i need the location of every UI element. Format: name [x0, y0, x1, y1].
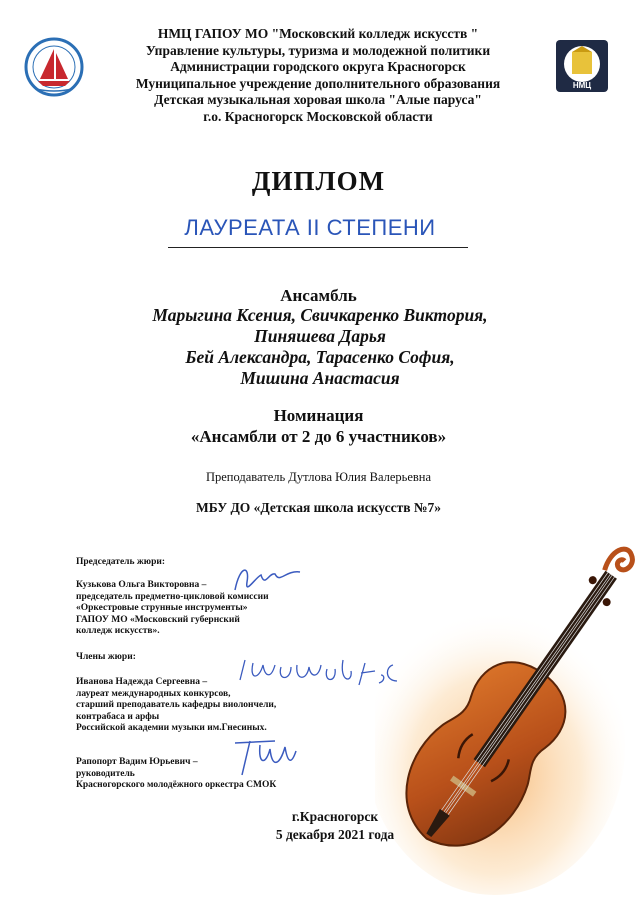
- jury-line: ГАПОУ МО «Московский губернский: [76, 614, 240, 625]
- nomination-value: «Ансамбли от 2 до 6 участников»: [190, 427, 447, 446]
- jury-line: председатель предметно-цикловой комиссии: [76, 591, 269, 602]
- degree-underline: [168, 247, 468, 248]
- member-line: Мишина Анастасия: [240, 368, 400, 388]
- jury-line: колледж искусств».: [76, 626, 160, 636]
- nomination-label: Номинация: [273, 406, 364, 425]
- signature-chair-icon: [225, 560, 305, 600]
- member-line: Бей Александра, Тарасенко София,: [185, 347, 455, 367]
- jury-line: контрабаса и арфы: [76, 711, 160, 722]
- jury-members-label: Члены жюри:: [76, 652, 136, 662]
- sailboat-logo-icon: [24, 37, 84, 97]
- member-line: Марыгина Ксения, Свичкаренко Виктория,: [152, 305, 488, 325]
- diploma-title: ДИПЛОМ: [251, 166, 386, 196]
- jury-line: Красногорского молодёжного оркестра СМОК: [76, 780, 277, 790]
- school-line: МБУ ДО «Детская школа искусств №7»: [196, 500, 441, 515]
- issuer-header: [98, 26, 538, 125]
- jury-line: старший преподаватель кафедры виолончели,: [76, 700, 277, 710]
- signature-member2-icon: [230, 735, 300, 780]
- jury-line: лауреат международных конкурсов,: [76, 688, 231, 699]
- header-line: Детская музыкальная хоровая школа "Алые паруса": [154, 92, 482, 107]
- header-line: г.о. Красногорск Московской области: [203, 108, 433, 124]
- header-line: Муниципальное учреждение дополнительного образования: [135, 75, 501, 91]
- jury-line: Российской академии музыки им.Гнесиных.: [76, 723, 267, 733]
- header-line: НМЦ ГАПОУ МО "Московский колледж искусств ": [157, 26, 479, 41]
- jury-line: Иванова Надежда Сергеевна –: [76, 677, 208, 687]
- teacher-line: Преподаватель Дутлова Юлия Валерьевна: [205, 470, 432, 484]
- nmc-logo-icon: [554, 38, 610, 94]
- member-line: Пиняшева Дарья: [254, 326, 386, 346]
- diploma-degree: ЛАУРЕАТА II СТЕПЕНИ: [184, 215, 436, 240]
- issue-date: 5 декабря 2021 года: [275, 827, 395, 842]
- jury-line: «Оркестровые струнные инструменты»: [76, 603, 248, 613]
- jury-line: Кузькова Ольга Викторовна –: [76, 580, 207, 590]
- jury-line: руководитель: [76, 768, 135, 779]
- ensemble-label: Ансамбль: [280, 286, 357, 305]
- jury-chair-label: Председатель жюри:: [76, 557, 165, 567]
- header-line: Администрации городского округа Красногорск: [170, 59, 466, 74]
- issue-city: г.Красногорск: [291, 809, 379, 824]
- header-line: Управление культуры, туризма и молодежной политики: [145, 42, 491, 58]
- ensemble-members: [110, 305, 530, 389]
- signature-member1-icon: [235, 655, 410, 690]
- nmc-logo-text: НМЦ: [572, 81, 592, 90]
- jury-line: Рапопорт Вадим Юрьевич –: [76, 757, 198, 767]
